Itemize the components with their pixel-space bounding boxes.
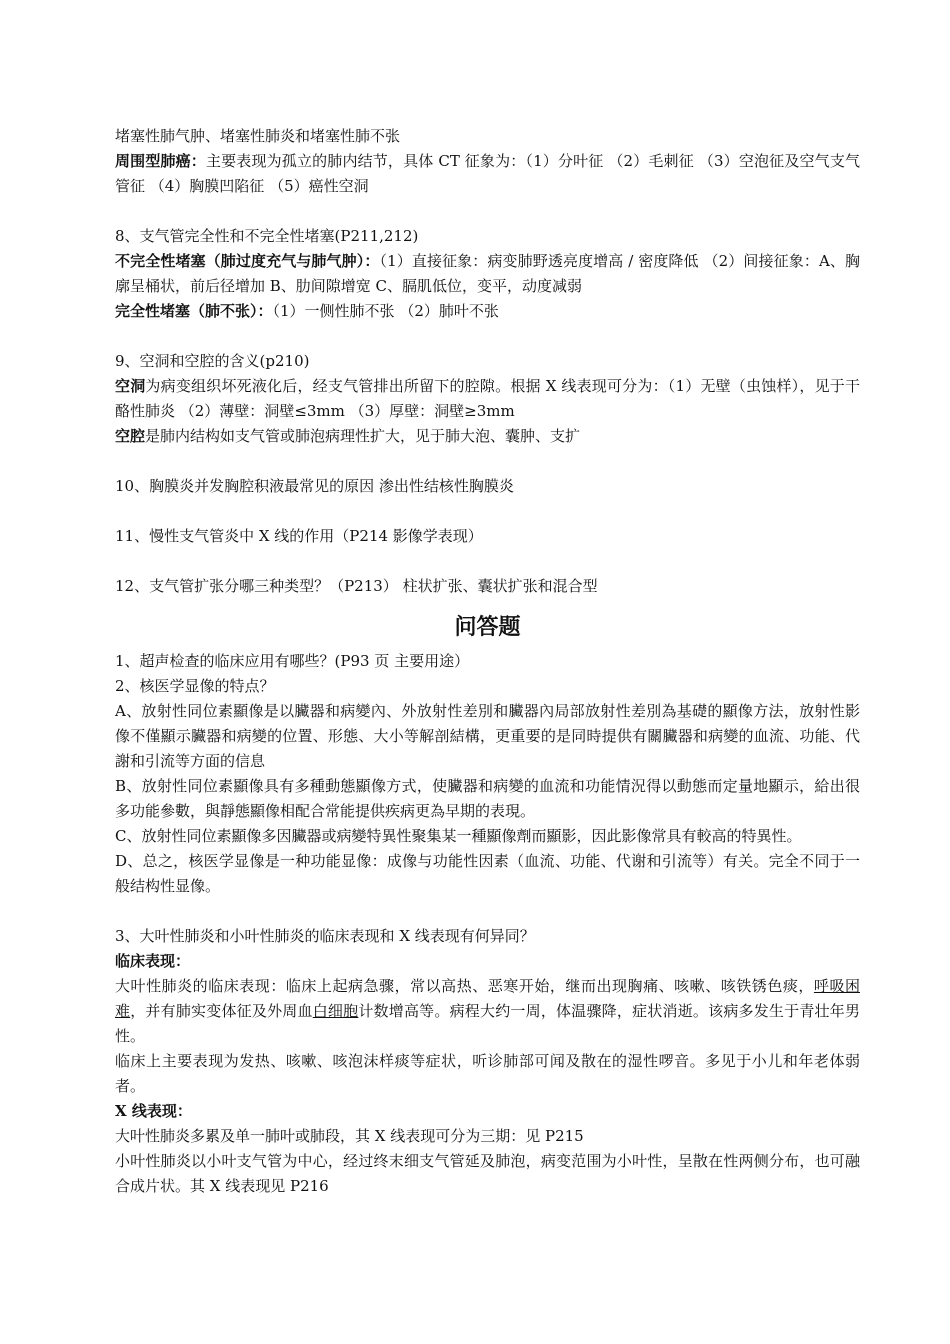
paragraph-text: （1）直接征象：病变肺野透亮度增高 / 密度降低 （2）间接征象：A、胸廓呈桶状，前后径增加 B、肋间隙增宽 C、膈肌低位，变平，动度减弱 [115, 252, 860, 295]
question-9 [115, 349, 860, 374]
paragraph-complete-obstruction [115, 299, 860, 324]
paragraph-lobular-pneumonia-xray [115, 1149, 860, 1199]
paragraph-text: 大叶性肺炎多累及单一肺叶或肺段，其 X 线表现可分为三期：见 P215 [115, 1127, 584, 1145]
paragraph-text: 是肺内结构如支气管或肺泡病理性扩大，见于肺大泡、囊肿、支扩 [145, 427, 581, 445]
question-12 [115, 574, 860, 599]
term-incomplete-obstruction: 不完全性堵塞（肺过度充气与肺气肿）： [115, 252, 380, 270]
qa-question-3 [115, 924, 860, 949]
question-8 [115, 224, 860, 249]
qa-answer-2b [115, 774, 860, 824]
blank-line [115, 199, 860, 224]
blank-line [115, 324, 860, 349]
paragraph-peripheral-lung-cancer [115, 149, 860, 199]
paragraph-text: 大叶性肺炎的临床表现：临床上起病急骤，常以高热、恶寒开始，继而出现胸痛、咳嗽、咳铁锈色痰， [115, 977, 814, 995]
qa-question-2 [115, 674, 860, 699]
paragraph-lobar-pneumonia-xray [115, 1124, 860, 1149]
paragraph-lobular-pneumonia-clinical [115, 1049, 860, 1099]
question-text: 8、支气管完全性和不完全性堵塞(P211,212) [115, 227, 419, 245]
paragraph-text: （1）一侧性肺不张 （2）肺叶不张 [272, 302, 499, 320]
paragraph-cavity [115, 374, 860, 424]
question-text: 3、大叶性肺炎和小叶性肺炎的临床表现和 X 线表现有何异同？ [115, 927, 535, 945]
question-11 [115, 524, 860, 549]
term-peripheral-lung-cancer: 周围型肺癌： [115, 152, 206, 170]
document-page [115, 124, 860, 1199]
blank-line [115, 899, 860, 924]
paragraph-text: ，并有肺实变体征及外周血 [130, 1002, 313, 1020]
paragraph-text: 为病变组织坏死液化后，经支气管排出所留下的腔隙。根据 X 线表现可分为：（1）无壁（虫蚀样），见于干酪性肺炎 （2）薄壁：洞壁≤3mm （3）厚壁：洞壁≥3mm [115, 377, 860, 420]
link-leukocyte[interactable]: 白细胞 [312, 1002, 359, 1020]
heading-clinical [115, 949, 860, 974]
qa-question-1 [115, 649, 860, 674]
paragraph-text: D、总之，核医学显像是一种功能显像：成像与功能性因素（血流、功能、代谢和引流等）有关。完全不同于一般结构性显像。 [115, 852, 860, 895]
qa-answer-2c [115, 824, 860, 849]
subheading-clinical: 临床表现： [115, 952, 191, 970]
paragraph-text: C、放射性同位素顯像多因臟器或病變特異性聚集某一種顯像劑而顯影，因此影像常具有較高的特異性。 [115, 827, 802, 845]
qa-answer-2a [115, 699, 860, 774]
paragraph-text: 堵塞性肺气肿、堵塞性肺炎和堵塞性肺不张 [115, 127, 401, 145]
question-text: 9、空洞和空腔的含义(p210) [115, 352, 310, 370]
subheading-xray: X 线表现： [115, 1102, 192, 1120]
paragraph-text: B、放射性同位素顯像具有多種動態顯像方式，使臟器和病變的血流和功能情況得以動態而定量地顯示，給出很多功能參數，與靜態顯像相配合常能提供疾病更為早期的表現。 [115, 777, 860, 820]
question-text: 10、胸膜炎并发胸腔积液最常见的原因 渗出性结核性胸膜炎 [115, 477, 514, 495]
paragraph-text: 计数增高等。病程大约一周，体温骤降，症状消逝。该病多发生于青壮年男性。 [115, 1002, 860, 1045]
question-text: 12、支气管扩张分哪三种类型？（P213） 柱状扩张、囊状扩张和混合型 [115, 577, 598, 595]
paragraph-text: 临床上主要表现为发热、咳嗽、咳泡沫样痰等症状，听诊肺部可闻及散在的湿性啰音。多见于小儿和年老体弱者。 [115, 1052, 860, 1095]
question-10 [115, 474, 860, 499]
question-text: 1、超声检查的临床应用有哪些？(P93 页 主要用途） [115, 652, 470, 670]
heading-xray [115, 1099, 860, 1124]
paragraph-incomplete-obstruction [115, 249, 860, 299]
paragraph-air-space [115, 424, 860, 449]
paragraph-text: 小叶性肺炎以小叶支气管为中心，经过终末细支气管延及肺泡，病变范围为小叶性，呈散在性两侧分布，也可融合成片状。其 X 线表现见 P216 [115, 1152, 860, 1195]
paragraph-lobar-pneumonia-clinical [115, 974, 860, 1049]
paragraph-text: 主要表现为孤立的肺内结节，具体 CT 征象为：（1）分叶征 （2）毛刺征 （3）空泡征及空气支气管征 （4）胸膜凹陷征 （5）癌性空洞 [115, 152, 860, 195]
question-text: 11、慢性支气管炎中 X 线的作用（P214 影像学表现） [115, 527, 483, 545]
link-dyspnea[interactable]: 呼吸困难 [115, 977, 860, 1020]
section-title: 问答题 [454, 615, 521, 640]
paragraph-text: A、放射性同位素顯像是以臟器和病變內、外放射性差別和臟器內局部放射性差別為基礎的顯像方法，放射性影像不僅顯示臟器和病變的位置、形態、大小等解剖結構，更重要的是同時提供有關臟器和病變的血流、功能、代謝和引流等方面的信息 [115, 702, 860, 770]
blank-line [115, 499, 860, 524]
paragraph-obstruction-effects [115, 124, 860, 149]
blank-line [115, 549, 860, 574]
term-complete-obstruction: 完全性堵塞（肺不张）： [115, 302, 273, 320]
term-air-space: 空腔 [115, 427, 146, 445]
question-text: 2、核医学显像的特点？ [115, 677, 275, 695]
term-cavity: 空洞 [115, 377, 146, 395]
blank-line [115, 449, 860, 474]
qa-answer-2d [115, 849, 860, 899]
